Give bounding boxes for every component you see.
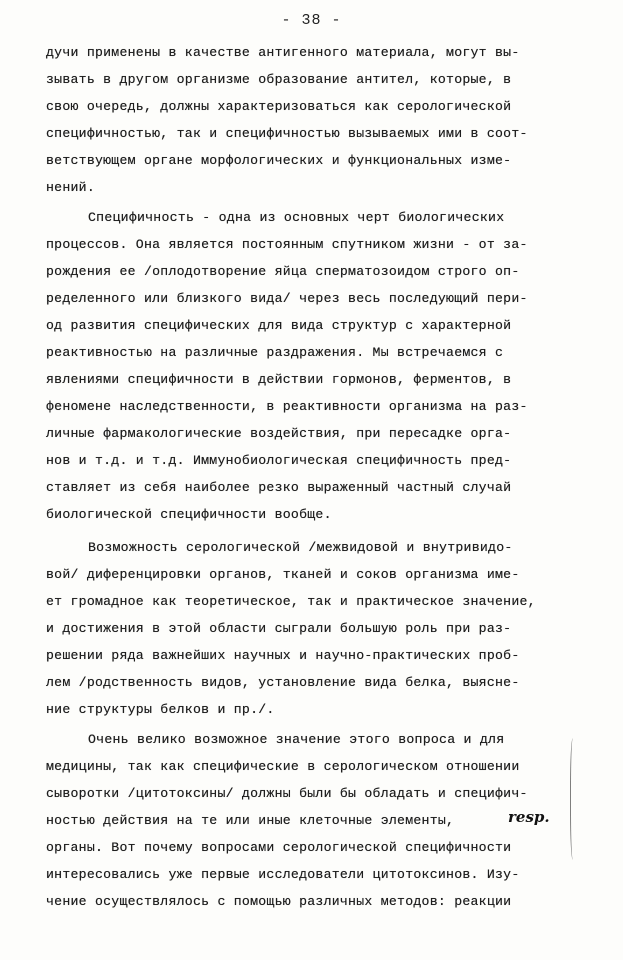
text-line-14: феномене наследственности, в реактивности организма на раз-: [46, 399, 528, 414]
text-line-27: медицины, так как специфические в серологическом отношении: [46, 759, 520, 774]
text-line-25: ние структуры белков и пр./.: [46, 702, 275, 717]
handwritten-note: resp.: [508, 808, 550, 826]
text-line-12: реактивностью на различные раздражения. Мы встречаемся с: [46, 345, 504, 360]
text-line-19: Возможность серологической /межвидовой и внутривидо-: [88, 540, 513, 555]
text-line-18: биологической специфичности вообще.: [46, 507, 332, 522]
text-line-1: дучи применены в качестве антигенного материала, могут вы-: [46, 45, 520, 60]
text-line-3: свою очередь, должны характеризоваться как серологической: [46, 99, 512, 114]
text-line-15: личные фармакологические воздействия, при пересадке орга-: [46, 426, 512, 441]
text-line-23: решении ряда важнейших научных и научно-практических проб-: [46, 648, 520, 663]
text-line-26: Очень велико возможное значение этого вопроса и для: [88, 732, 505, 747]
text-line-6: нений.: [46, 180, 95, 195]
text-line-11: од развития специфических для вида структур с характерной: [46, 318, 512, 333]
page-number: - 38 -: [281, 12, 342, 29]
text-line-7: Специфичность - одна из основных черт биологических: [88, 210, 505, 225]
text-line-21: ет громадное как теоретическое, так и практическое значение,: [46, 594, 536, 609]
text-line-31: интересовались уже первые исследователи цитотоксинов. Изу-: [46, 867, 520, 882]
text-line-8: процессов. Она является постоянным спутником жизни - от за-: [46, 237, 528, 252]
text-line-28: сыворотки /цитотоксины/ должны были бы обладать и специфич-: [46, 786, 528, 801]
text-line-5: ветствующем органе морфологических и функциональных изме-: [46, 153, 512, 168]
text-line-13: явлениями специфичности в действии гормонов, ферментов, в: [46, 372, 512, 387]
text-line-16: нов и т.д. и т.д. Иммунобиологическая специфичность пред-: [46, 453, 512, 468]
text-line-32: чение осуществлялось с помощью различных методов: реакции: [46, 894, 512, 909]
text-line-22: и достижения в этой области сыграли большую роль при раз-: [46, 621, 512, 636]
text-line-29: ностью действия на те или иные клеточные элементы,: [46, 813, 455, 828]
text-line-24: лем /родственность видов, установление вида белка, выясне-: [46, 675, 520, 690]
text-line-9: рождения ее /оплодотворение яйца сперматозоидом строго оп-: [46, 264, 520, 279]
text-line-17: ставляет из себя наиболее резко выраженный частный случай: [46, 480, 512, 495]
margin-pencil-mark: [570, 738, 577, 860]
text-line-10: ределенного или близкого вида/ через весь последующий пери-: [46, 291, 528, 306]
text-line-4: специфичностью, так и специфичностью вызываемых ими в соот-: [46, 126, 528, 141]
text-line-2: зывать в другом организме образование антител, которые, в: [46, 72, 512, 87]
text-line-30: органы. Вот почему вопросами серологической специфичности: [46, 840, 512, 855]
text-line-20: вой/ диференцировки органов, тканей и соков организма име-: [46, 567, 520, 582]
